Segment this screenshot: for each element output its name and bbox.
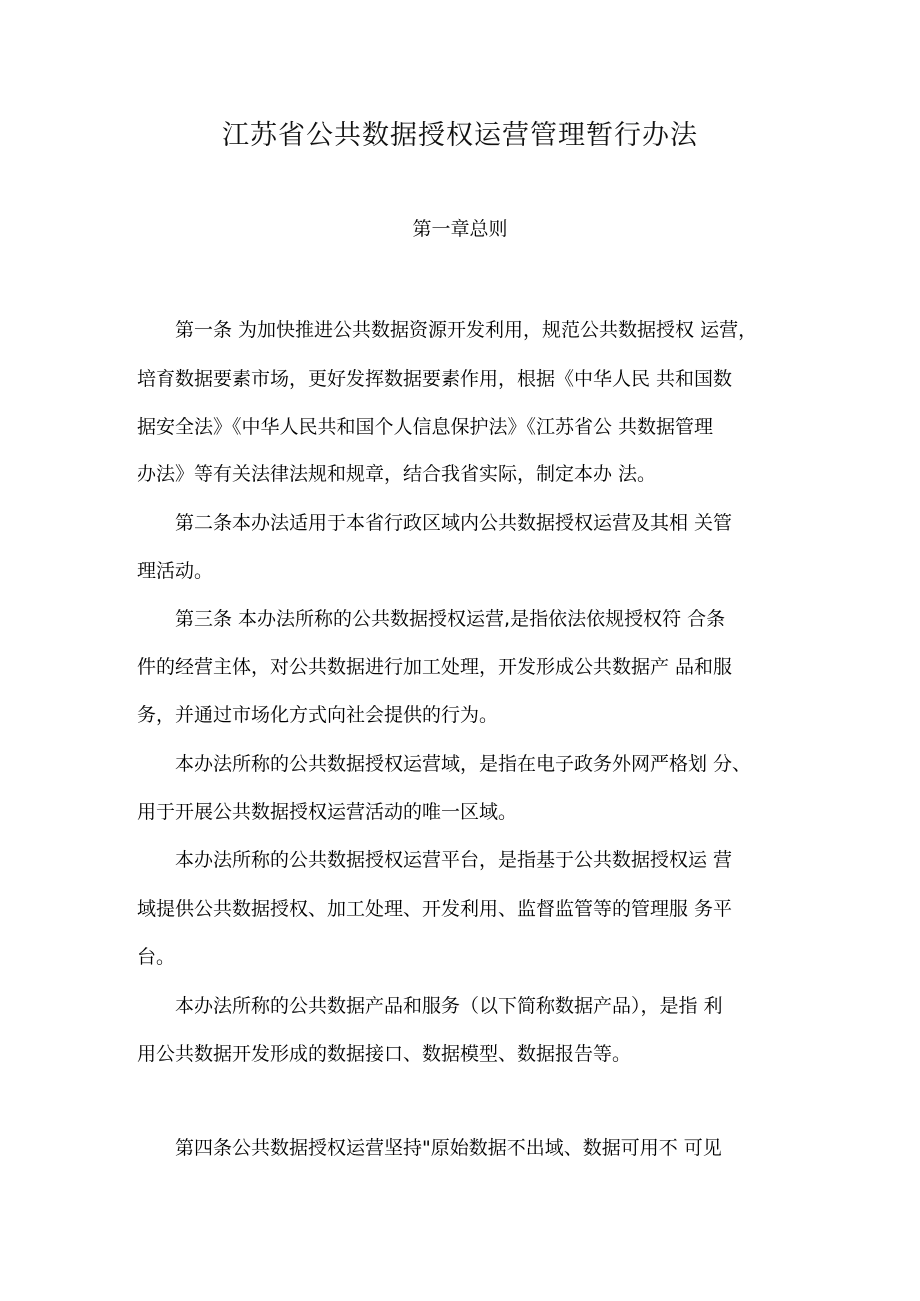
- paragraph-line: 用公共数据开发形成的数据接口、数据模型、数据报告等。: [137, 1043, 632, 1065]
- paragraph-line: 第二条本办法适用于本省行政区域内公共数据授权运营及其相 关管: [175, 512, 733, 534]
- document-title: 江苏省公共数据授权运营管理暂行办法: [222, 120, 698, 151]
- paragraph-line: 本办法所称的公共数据产品和服务（以下简称数据产品），是指 利: [175, 995, 723, 1017]
- paragraph-line: 第三条 本办法所称的公共数据授权运营,是指依法依规授权符 合条: [175, 608, 726, 630]
- paragraph-line: 务，并通过市场化方式向社会提供的行为。: [137, 704, 499, 726]
- paragraph-line: 第四条公共数据授权运营坚持"原始数据不出域、数据可用不 可见: [175, 1137, 722, 1159]
- paragraph-line: 件的经营主体，对公共数据进行加工处理，开发形成公共数据产 品和服: [137, 656, 733, 678]
- paragraph-line: 本办法所称的公共数据授权运营域，是指在电子政务外网严格划 分、: [175, 753, 752, 775]
- chapter-heading: 第一章总则: [412, 218, 508, 240]
- paragraph-line: 本办法所称的公共数据授权运营平台，是指基于公共数据授权运 营: [175, 849, 733, 871]
- paragraph-line: 第一条 为加快推进公共数据资源开发利用，规范公共数据授权 运营，: [175, 319, 758, 341]
- paragraph-line: 理活动。: [137, 560, 214, 582]
- paragraph-line: 用于开展公共数据授权运营活动的唯一区域。: [137, 801, 518, 823]
- paragraph-line: 台。: [137, 946, 176, 968]
- paragraph-line: 据安全法》《中华人民共和国个人信息保护法》《江苏省公 共数据管理: [137, 416, 714, 438]
- paragraph-line: 培育数据要素市场，更好发挥数据要素作用，根据《中华人民 共和国数: [137, 368, 733, 390]
- paragraph-line: 域提供公共数据授权、加工处理、开发利用、监督监管等的管理服 务平: [137, 898, 733, 920]
- paragraph-line: 办法》等有关法律法规和规章，结合我省实际，制定本办 法。: [137, 463, 657, 485]
